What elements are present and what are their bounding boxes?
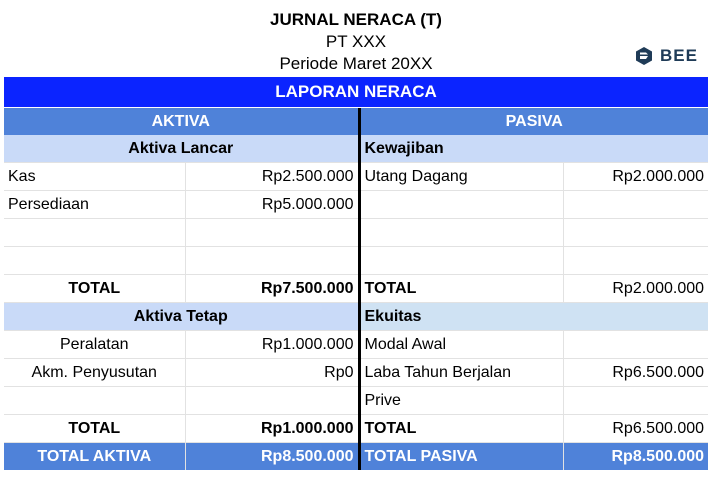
total-label: TOTAL xyxy=(359,415,563,443)
total-value: Rp7.500.000 xyxy=(185,275,359,303)
total-value: Rp2.000.000 xyxy=(563,275,708,303)
row-label: Prive xyxy=(359,387,563,415)
row-label: Utang Dagang xyxy=(359,163,563,191)
total-aktiva-label: TOTAL AKTIVA xyxy=(4,443,185,471)
row-value xyxy=(563,387,708,415)
table-row xyxy=(4,163,708,191)
row-value: Rp0 xyxy=(185,359,359,387)
empty-cell xyxy=(563,191,708,219)
row-label: Peralatan xyxy=(4,331,185,359)
aktiva-header: AKTIVA xyxy=(4,108,359,135)
empty-cell xyxy=(359,219,563,247)
row-value: Rp2.000.000 xyxy=(563,163,708,191)
total-pasiva-value: Rp8.500.000 xyxy=(563,443,708,471)
empty-cell xyxy=(359,191,563,219)
empty-cell xyxy=(185,219,359,247)
total-label: TOTAL xyxy=(4,275,185,303)
grand-total-row xyxy=(4,443,708,471)
pasiva-header: PASIVA xyxy=(359,108,708,135)
section-aktiva-tetap: Aktiva Tetap xyxy=(4,303,359,331)
report-title-bar: LAPORAN NERACA xyxy=(4,77,708,107)
empty-cell xyxy=(4,387,185,415)
empty-cell xyxy=(563,247,708,275)
row-value xyxy=(563,331,708,359)
table-row xyxy=(4,219,708,247)
section-ekuitas: Ekuitas xyxy=(359,303,708,331)
table-row xyxy=(4,359,708,387)
total-label: TOTAL xyxy=(359,275,563,303)
section-aktiva-lancar: Aktiva Lancar xyxy=(4,135,359,163)
column-header-row xyxy=(4,108,708,135)
empty-cell xyxy=(4,247,185,275)
section-row-2 xyxy=(4,303,708,331)
row-label: Modal Awal xyxy=(359,331,563,359)
empty-cell xyxy=(185,247,359,275)
empty-cell xyxy=(563,219,708,247)
section-kewajiban: Kewajiban xyxy=(359,135,708,163)
row-label: Akm. Penyusutan xyxy=(4,359,185,387)
row-label: Kas xyxy=(4,163,185,191)
row-value: Rp2.500.000 xyxy=(185,163,359,191)
subtotal-row-2 xyxy=(4,415,708,443)
total-value: Rp6.500.000 xyxy=(563,415,708,443)
table-row xyxy=(4,331,708,359)
bee-logo-icon xyxy=(634,46,654,66)
empty-cell xyxy=(185,387,359,415)
total-label: TOTAL xyxy=(4,415,185,443)
section-row-1 xyxy=(4,135,708,163)
row-value: Rp1.000.000 xyxy=(185,331,359,359)
empty-cell xyxy=(359,247,563,275)
table-row xyxy=(4,191,708,219)
report-period: Periode Maret 20XX xyxy=(279,54,433,73)
report-title: JURNAL NERACA (T) xyxy=(270,10,442,29)
row-value: Rp5.000.000 xyxy=(185,191,359,219)
bee-logo xyxy=(634,46,698,66)
empty-cell xyxy=(4,219,185,247)
report-header xyxy=(0,0,712,77)
total-value: Rp1.000.000 xyxy=(185,415,359,443)
table-row xyxy=(4,247,708,275)
subtotal-row-1 xyxy=(4,275,708,303)
row-label: Persediaan xyxy=(4,191,185,219)
balance-table xyxy=(4,108,708,470)
total-aktiva-value: Rp8.500.000 xyxy=(185,443,359,471)
company-name: PT XXX xyxy=(325,32,387,51)
row-label: Laba Tahun Berjalan xyxy=(359,359,563,387)
table-row xyxy=(4,387,708,415)
logo-text: BEE xyxy=(660,46,698,65)
total-pasiva-label: TOTAL PASIVA xyxy=(359,443,563,471)
row-value: Rp6.500.000 xyxy=(563,359,708,387)
